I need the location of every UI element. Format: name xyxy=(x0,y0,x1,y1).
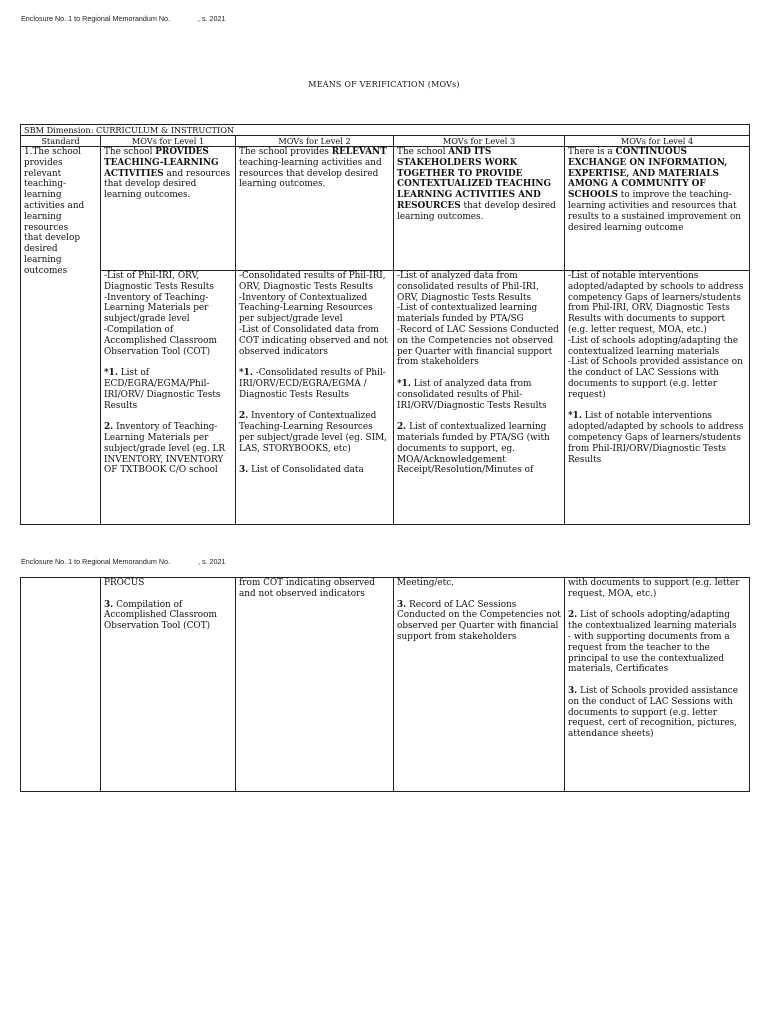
numbered-mov: 2. List of contextualized learning materials funded by PTA/SG (with documents to support, eg. MOA/Acknowledgement Receipt/Resolution/Minutes of xyxy=(397,422,550,476)
continued-text: PROCUS xyxy=(104,578,145,588)
level-3-movs-continued xyxy=(394,578,565,792)
standard-line: that develop xyxy=(24,233,81,244)
standard-line: outcomes xyxy=(24,265,68,276)
mov-item: -Consolidated results of Phil-IRI, ORV, Diagnostic Tests Results xyxy=(239,271,386,292)
standard-line: learning xyxy=(24,254,62,265)
standard-cell-continued xyxy=(21,578,101,792)
standard-line: relevant xyxy=(24,168,62,179)
standard-line: resources xyxy=(24,222,69,233)
mov-item: -List of Consolidated data from COT indicating observed and not observed indicators xyxy=(239,324,388,357)
level-4-movs-continued xyxy=(565,578,750,792)
mov-item: -Inventory of Teaching-Learning Materials per subject/grade level xyxy=(104,292,209,325)
numbered-mov: 2. List of schools adopting/adapting the contextualized learning materials xyxy=(568,610,737,632)
numbered-mov: 3. Compilation of Accomplished Classroom Observation Tool (COT) xyxy=(104,599,217,632)
standard-line: provides xyxy=(24,157,63,168)
standard-line: learning xyxy=(24,190,62,201)
mov-item: -List of analyzed data from consolidated results of Phil-IRI, ORV, Diagnostic Tests Results xyxy=(397,271,539,303)
mov-item: -List of notable interventions adopted/adapted by schools to address competency Gaps of learners/students from Phil-IRI, ORV, Diagnostic Tests Results with documents to support (e.g. letter request, MOA, etc.) xyxy=(568,271,744,335)
numbered-mov: 2. Inventory of Contextualized Teaching-Learning Resources per subject/grade level (eg. SIM, LAS, STORYBOOKS, etc) xyxy=(239,411,387,454)
standard-line: learning xyxy=(24,211,62,222)
mov-item: -Record of LAC Sessions Conducted on the Competencies not observed per Quarter with financial support from stakeholders xyxy=(397,324,559,368)
continued-text: from COT indicating observed and not observed indicators xyxy=(239,578,375,599)
enclosure-note: Enclosure No. 1 to Regional Memorandum No. , s. 2021 xyxy=(21,557,226,566)
movs-table-page-1 xyxy=(20,124,750,525)
level-4-movs xyxy=(565,271,750,525)
numbered-mov: *1. List of analyzed data from consolidated results of Phil-IRI/ORV/Diagnostic Tests Results xyxy=(397,378,547,411)
header-level-3: MOVs for Level 3 xyxy=(394,136,565,147)
mov-sub-item: - with supporting documents from a request from the teacher to the principal to use the contextualized materials, Certificates xyxy=(568,631,730,675)
movs-table-page-2 xyxy=(20,577,750,792)
level-2-description: The school provides RELEVANT teaching-learning activities and resources that develop desired learning outcomes. xyxy=(236,147,394,271)
numbered-mov: *1. -Consolidated results of Phil-IRI/ORV/ECD/EGRA/EGMA / Diagnostic Tests Results xyxy=(239,368,386,400)
enclosure-note: Enclosure No. 1 to Regional Memorandum No. , s. 2021 xyxy=(21,14,226,23)
numbered-mov: 3. List of Consolidated data xyxy=(239,465,364,476)
sbm-dimension-label: SBM Dimension: CURRICULUM & INSTRUCTION xyxy=(21,125,750,136)
level-1-description: The school PROVIDES TEACHING-LEARNING ACTIVITIES and resources that develop desired learning outcomes. xyxy=(101,147,236,271)
numbered-mov: *1. List of ECD/EGRA/EGMA/Phil-IRI/ORV/ Diagnostic Tests Results xyxy=(104,368,221,411)
numbered-mov: 2. Inventory of Teaching-Learning Materials per subject/grade level (eg. LR INVENTORY, INVENTORY OF TXTBOOK C/O school xyxy=(104,422,226,476)
continued-text: with documents to support (e.g. letter request, MOA, etc.) xyxy=(568,578,740,599)
mov-item: -List of contextualized learning materials funded by PTA/SG xyxy=(397,303,538,325)
level-4-description: There is a CONTINUOUS EXCHANGE ON INFORMATION, EXPERTISE, AND MATERIALS AMONG A COMMUNITY OF SCHOOLS to improve the teaching-learning activities and resources that results to a sustained improvement on desired learning outcome xyxy=(565,147,750,271)
header-level-4: MOVs for Level 4 xyxy=(565,136,750,147)
level-1-movs xyxy=(101,271,236,525)
standard-line: desired xyxy=(24,244,58,255)
level-1-movs-continued xyxy=(101,578,236,792)
numbered-mov: 3. List of Schools provided assistance on the conduct of LAC Sessions with documents to support (e.g. letter request, cert of recognition, pictures, attendance sheets) xyxy=(568,685,739,740)
numbered-mov: 3. Record of LAC Sessions Conducted on the Competencies not observed per Quarter with financial support from stakeholders xyxy=(397,599,561,642)
mov-item: -List of Phil-IRI, ORV, Diagnostic Tests Results xyxy=(104,271,214,292)
mov-item: -List of schools adopting/adapting the contextualized learning materials xyxy=(568,335,739,357)
level-3-description: The school AND ITS STAKEHOLDERS WORK TOGETHER TO PROVIDE CONTEXTUALIZED TEACHING LEARNING ACTIVITIES AND RESOURCES that develop desired learning outcomes. xyxy=(394,147,565,271)
mov-item: -Compilation of Accomplished Classroom Observation Tool (COT) xyxy=(104,324,217,357)
document-title: MEANS OF VERIFICATION (MOVs) xyxy=(308,80,460,89)
standard-line: activities and xyxy=(24,200,85,211)
numbered-mov: *1. List of notable interventions adopted/adapted by schools to address competency Gaps of learners/students from Phil-IRI/ORV/Diagnostic Tests Results xyxy=(568,411,744,465)
header-level-2: MOVs for Level 2 xyxy=(236,136,394,147)
standard-cell xyxy=(21,147,101,525)
level-2-movs-continued xyxy=(236,578,394,792)
header-level-1: MOVs for Level 1 xyxy=(101,136,236,147)
level-2-movs xyxy=(236,271,394,525)
standard-line: teaching- xyxy=(24,179,67,190)
mov-item: -Inventory of Contextualized Teaching-Learning Resources per subject/grade level xyxy=(239,292,373,325)
standard-line: 1.The school xyxy=(24,147,81,157)
level-3-movs xyxy=(394,271,565,525)
continued-text: Meeting/etc. xyxy=(397,578,454,588)
header-standard: Standard xyxy=(21,136,101,147)
mov-item: -List of Schools provided assistance on the conduct of LAC Sessions with documents to support (e.g. letter request) xyxy=(568,357,743,400)
